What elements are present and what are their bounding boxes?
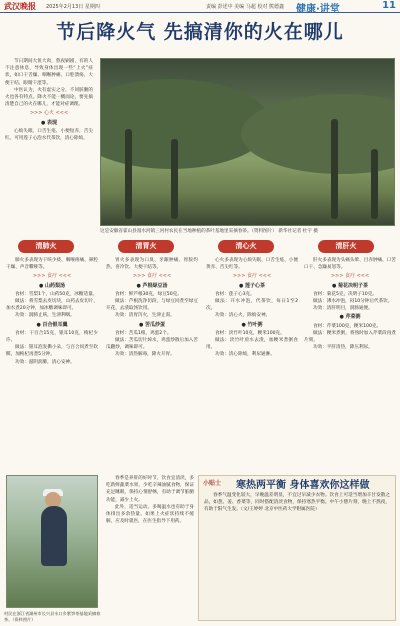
column-text: 功效：滋阴润肺，清心安神。 (15, 359, 75, 365)
column-text: 功效：清热解毒，降火开胃。 (115, 352, 175, 358)
column-text: 肺火多表现为干咳少痰、咽喉疼痛、鼻腔干燥、声音嘶哑等。 (6, 258, 98, 271)
tips-body (204, 492, 390, 618)
tree-shape (125, 129, 132, 219)
photo-caption: 这是安徽省霍山县漫水河镇三河村农民在当地种植的茶叶基地里采摘春茶。（资料图片） 新华社记者 杜宇 摄 (100, 229, 318, 234)
tag-liver-fire: 清肝火 (318, 240, 374, 253)
recipe-title: ● 菊花决明子茶 (331, 282, 369, 289)
column-liver (304, 257, 396, 469)
column-text: 功效：清心火，除烦安神。 (215, 313, 271, 319)
column-text: 功效：清胃泻火，生津止渴。 (115, 313, 175, 319)
tree-shape (371, 149, 378, 219)
column-text: 食材：芹菜100克，粳米100克。 (313, 323, 382, 329)
tree-shape (331, 119, 338, 219)
page-headline: 节后降火气 先搞清你的火在哪儿 (56, 21, 344, 43)
tips-label: 小贴士 (203, 480, 222, 487)
column-text: 食材：淡竹叶10克，粳米100克。 (215, 330, 285, 336)
tea-garden-photo (100, 58, 395, 226)
lower-column-text (106, 475, 194, 621)
column-text: 食材：菊花5克，决明子10克。 (313, 291, 377, 297)
person-shape (41, 506, 67, 566)
intro-section-heading: >>> 心火 <<< (29, 110, 69, 117)
intro-paragraph: 节日期间大鱼大肉，熬夜刷剧，有的人不注意休息，导致身体出现一些“上火”症状，如口干舌燥、咽喉肿痛、口腔溃疡、大便干结、眼睛干涩等。 (5, 59, 93, 86)
column-text: 做法：开水冲泡，代茶饮，每日1至2次。 (206, 299, 298, 312)
column-text: 功效：清心除烦，利尿通淋。 (215, 352, 275, 358)
intro-column (5, 58, 93, 142)
tree-shape (171, 139, 178, 219)
intro-paragraph: 中医认为，火有虚实之分，不同脏腑的火也各有特点。降火不能一概而论，要先搞清楚自己的火在哪儿，才能对症调理。 (5, 87, 93, 108)
column-text: 功效：平肝清热，降压利尿。 (313, 345, 373, 351)
column-section-heading: >>> 食疗 <<< (32, 273, 72, 280)
column-text: 做法：沸水冲泡，闷10分钟后代茶饮。 (313, 299, 393, 305)
column-text: 心火多表现为心烦失眠、口舌生疮、小便黄赤、舌尖红等。 (206, 258, 298, 271)
column-text: 做法：淡竹叶煎水去渣，加粳米煮粥食用。 (206, 338, 298, 351)
column-stomach (106, 257, 198, 469)
column-heart (206, 257, 298, 469)
column-text: 做法：银耳泡发撕小朵，与百合同煮至软糯，加枸杞再煮5分钟。 (6, 345, 98, 358)
section-title: 健康·讲堂 (296, 4, 340, 15)
column-text: 做法：芦根洗净切段，与绿豆同煮至绿豆开花，去渣取汤饮用。 (106, 299, 198, 312)
column-section-heading: >>> 食疗 <<< (132, 273, 172, 280)
column-text: 肝火多表现为头痛头晕、目赤肿痛、口苦口干、急躁易怒等。 (304, 258, 396, 271)
column-text: 做法：粳米煮粥，将熟时加入芹菜段再煮片刻。 (304, 330, 396, 344)
tag-lung-fire: 清肺火 (18, 240, 74, 253)
intro-subheading: ● 表现 (40, 119, 58, 126)
column-lung (6, 257, 98, 469)
recipe-title: ● 百合银耳羹 (36, 321, 68, 328)
tea-farmer-photo (6, 475, 98, 608)
editor-credits: 责编 彭述中 美编 马超 校对 熊德鑫 (206, 4, 284, 10)
column-text: 食材：苦瓜1根，鸡蛋2个。 (115, 330, 172, 336)
column-text: 功效：润肺止咳，生津利咽。 (15, 313, 75, 319)
recipe-title: ● 芹菜粥 (339, 314, 361, 321)
recipe-title: ● 芦根绿豆汤 (136, 282, 168, 289)
column-text: 食材：鲜芦根30克，绿豆50克。 (115, 291, 182, 297)
column-section-heading: >>> 食疗 <<< (330, 273, 370, 280)
recipe-title: ● 莲子心茶 (238, 282, 266, 289)
tips-title: 寒热两平衡 身体喜欢你这样做 (236, 480, 370, 491)
recipe-title: ● 山药梨汤 (38, 282, 66, 289)
second-photo-caption: 村民在浙江省湖州市长兴县水口乡紫笋茶基地采摘春茶。（资料图片） (4, 611, 101, 622)
column-text: 胃火多表现为口臭、牙龈肿痛、胃脘灼热、喜冷饮、大便干结等。 (106, 258, 198, 271)
column-text: 食材：莲子心3克。 (215, 291, 255, 297)
issue-date: 2025年2月13日 星期四 (46, 4, 100, 10)
column-text: 此外，适当运动、多喝温水也有助于身体排出多余热量。如果上火症状持续不缓解，应及时就医，在医生指导下用药。 (106, 504, 194, 525)
column-section-heading: >>> 食疗 <<< (232, 273, 272, 280)
column-text: 春季是养肝的好时节，饮食宜清淡，多吃新鲜蔬菜水果，少吃辛辣油腻食物，保证充足睡眠，保持心情舒畅，有助于调节脏腑功能，减少上火。 (106, 476, 194, 503)
recipe-title: ● 竹叶粥 (241, 321, 263, 328)
tips-text: 春季气温变化较大，早晚温差明显，不宜过早减少衣物。饮食上可适当增加辛甘发散之品，如葱、姜、香菜等，同时搭配清淡食物，保持寒热平衡。中午小憩片刻，晚上不熬夜，有助于阳气生发。（文/王婷婷 北京中医药大学附属医院） (204, 493, 390, 513)
column-text: 做法：苦瓜切片焯水，鸡蛋炒散后加入苦瓜翻炒，调味即可。 (106, 338, 198, 351)
page-number: 11 (382, 0, 396, 11)
column-text: 功效：清肝明目，润肠通便。 (313, 306, 373, 312)
column-text: 食材：雪梨1个，山药50克，冰糖适量。 (15, 291, 98, 297)
recipe-title: ● 苦瓜炒蛋 (138, 321, 166, 328)
column-text: 食材：干百合15克，银耳10克，枸杞少许。 (6, 330, 98, 344)
masthead (0, 0, 400, 13)
column-text: 做法：将雪梨去皮切块，山药去皮切片，加水煮20分钟，加冰糖调味即可。 (6, 299, 98, 312)
tag-stomach-fire: 清胃火 (118, 240, 174, 253)
newspaper-logo: 武汉晚报 (4, 1, 36, 11)
intro-body: 心烦失眠、口舌生疮、小便短赤，舌尖红。可用莲子心泡水代茶饮，清心除烦。 (5, 128, 93, 142)
tag-heart-fire: 清心火 (218, 240, 274, 253)
